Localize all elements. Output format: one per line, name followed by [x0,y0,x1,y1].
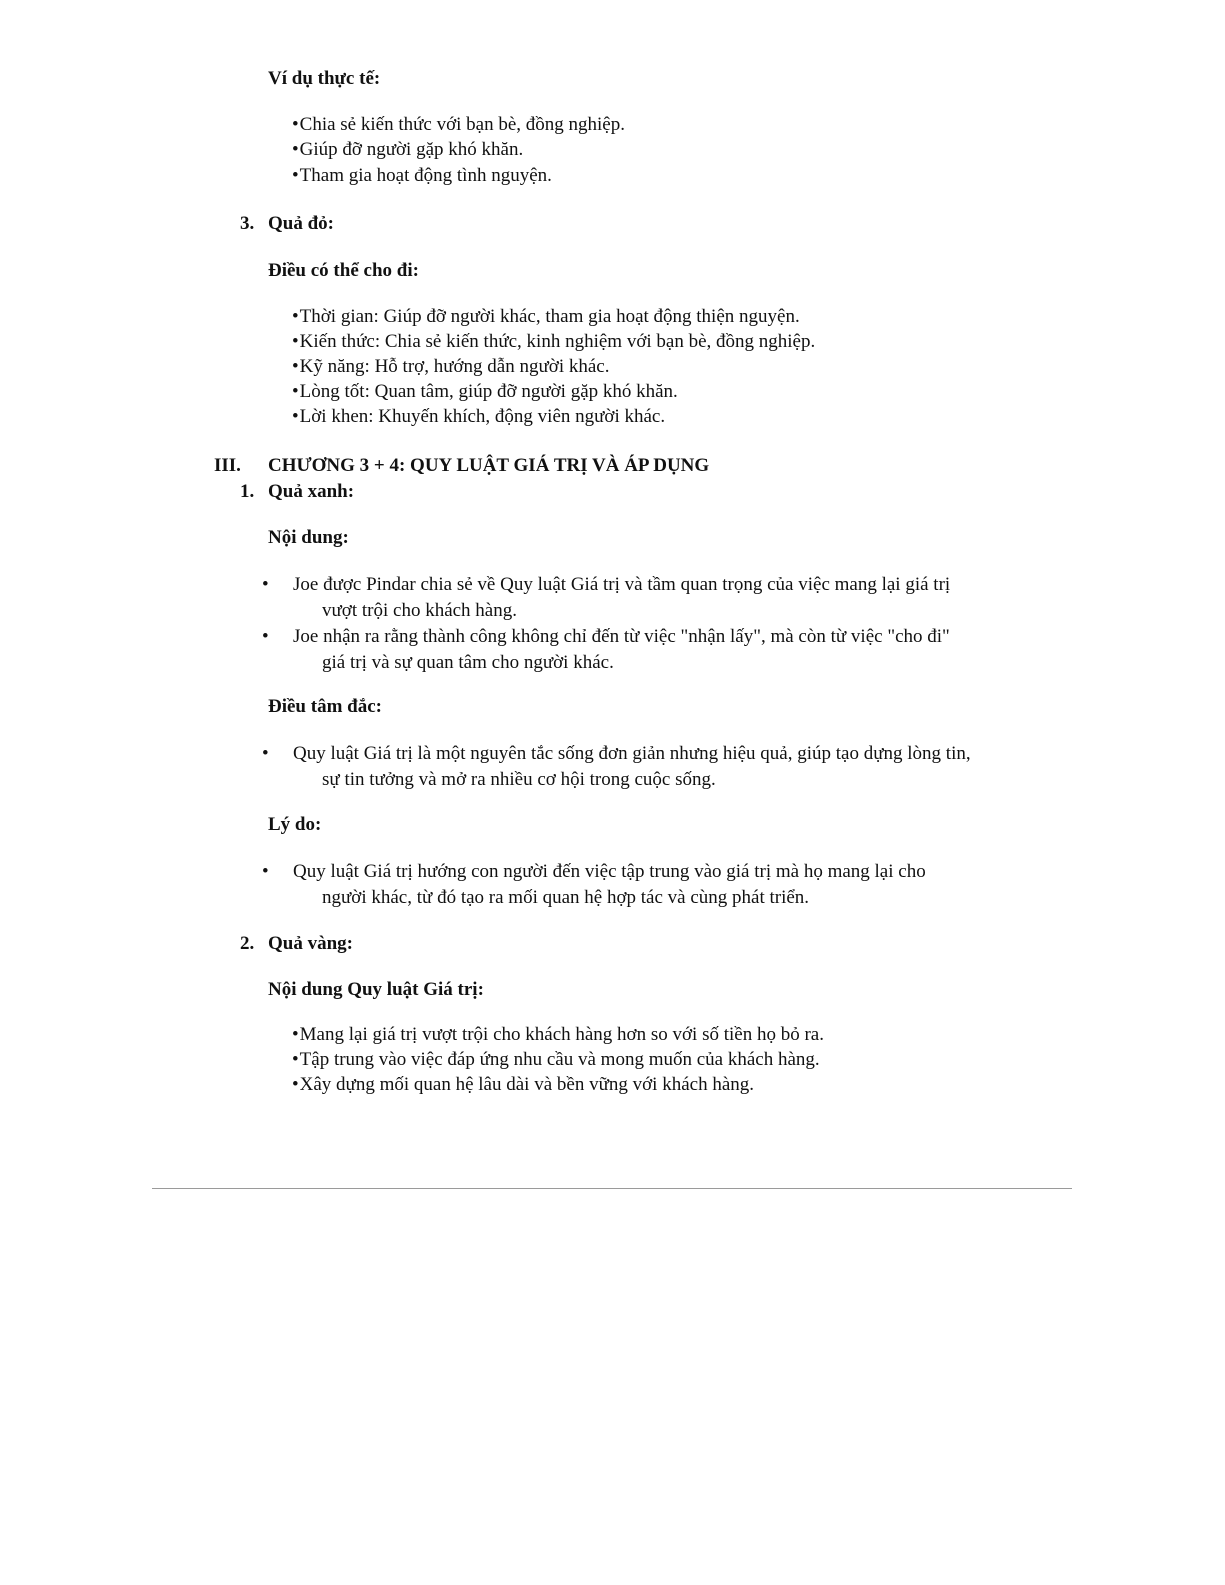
page-divider [152,1188,1072,1189]
bullet-icon: • [292,306,299,327]
list-item: •Thời gian: Giúp đỡ người khác, tham gia hoạt động thiện nguyện. [292,306,800,327]
bullet-icon: • [292,1024,299,1045]
item-title: Quả xanh: [268,481,355,502]
bullet-icon: • [292,356,299,377]
list-item: • Quy luật Giá trị là một nguyên tắc sống đơn giản nhưng hiệu quả, giúp tạo dựng lòng tin, sự tin tưởng và mở ra nhiều cơ hội trong cuộc sống. [262,743,971,790]
list-item: •Lòng tốt: Quan tâm, giúp đỡ người gặp khó khăn. [292,381,678,402]
list-item: • Quy luật Giá trị hướng con người đến việc tập trung vào giá trị mà họ mang lại cho người khác, từ đó tạo ra mối quan hệ hợp tác và cùng phát triển. [262,861,926,908]
insight-heading: Điều tâm đắc: [268,696,382,717]
item-number: 3. [240,213,255,234]
bullet-icon: • [292,114,299,135]
item-title: Quả đỏ: [268,213,334,234]
reason-heading: Lý do: [268,814,322,835]
bullet-icon: • [292,381,299,402]
bullet-icon: • [292,406,299,427]
list-item: •Chia sẻ kiến thức với bạn bè, đồng nghiệp. [292,114,625,135]
list-item: •Kỹ năng: Hỗ trợ, hướng dẫn người khác. [292,356,610,377]
chapter-title: CHƯƠNG 3 + 4: QUY LUẬT GIÁ TRỊ VÀ ÁP DỤNG [268,455,710,476]
list-item: •Mang lại giá trị vượt trội cho khách hàng hơn so với số tiền họ bỏ ra. [292,1024,824,1045]
bullet-icon: • [292,1049,299,1070]
item-number: 1. [240,481,255,502]
list-item: •Tham gia hoạt động tình nguyện. [292,165,552,186]
list-item: •Kiến thức: Chia sẻ kiến thức, kinh nghiệm với bạn bè, đồng nghiệp. [292,331,816,352]
example-heading: Ví dụ thực tế: [268,68,381,89]
bullet-icon: • [292,331,299,352]
item-title: Quả vàng: [268,933,353,954]
bullet-icon: • [292,1074,299,1095]
list-item: •Giúp đỡ người gặp khó khăn. [292,139,524,160]
law-heading: Nội dung Quy luật Giá trị: [268,979,484,1000]
chapter-number: III. [214,455,241,476]
item-number: 2. [240,933,255,954]
list-item: •Lời khen: Khuyến khích, động viên người khác. [292,406,666,427]
content-heading: Nội dung: [268,527,349,548]
bullet-icon: • [292,165,299,186]
give-heading: Điều có thể cho đi: [268,260,419,281]
bullet-icon: • [292,139,299,160]
list-item: • Joe nhận ra rằng thành công không chỉ đến từ việc "nhận lấy", mà còn từ việc "cho đi" giá trị và sự quan tâm cho người khác. [262,626,950,673]
list-item: •Xây dựng mối quan hệ lâu dài và bền vững với khách hàng. [292,1074,754,1095]
list-item: • Joe được Pindar chia sẻ về Quy luật Giá trị và tầm quan trọng của việc mang lại giá trị vượt trội cho khách hàng. [262,574,951,621]
list-item: •Tập trung vào việc đáp ứng nhu cầu và mong muốn của khách hàng. [292,1049,820,1070]
